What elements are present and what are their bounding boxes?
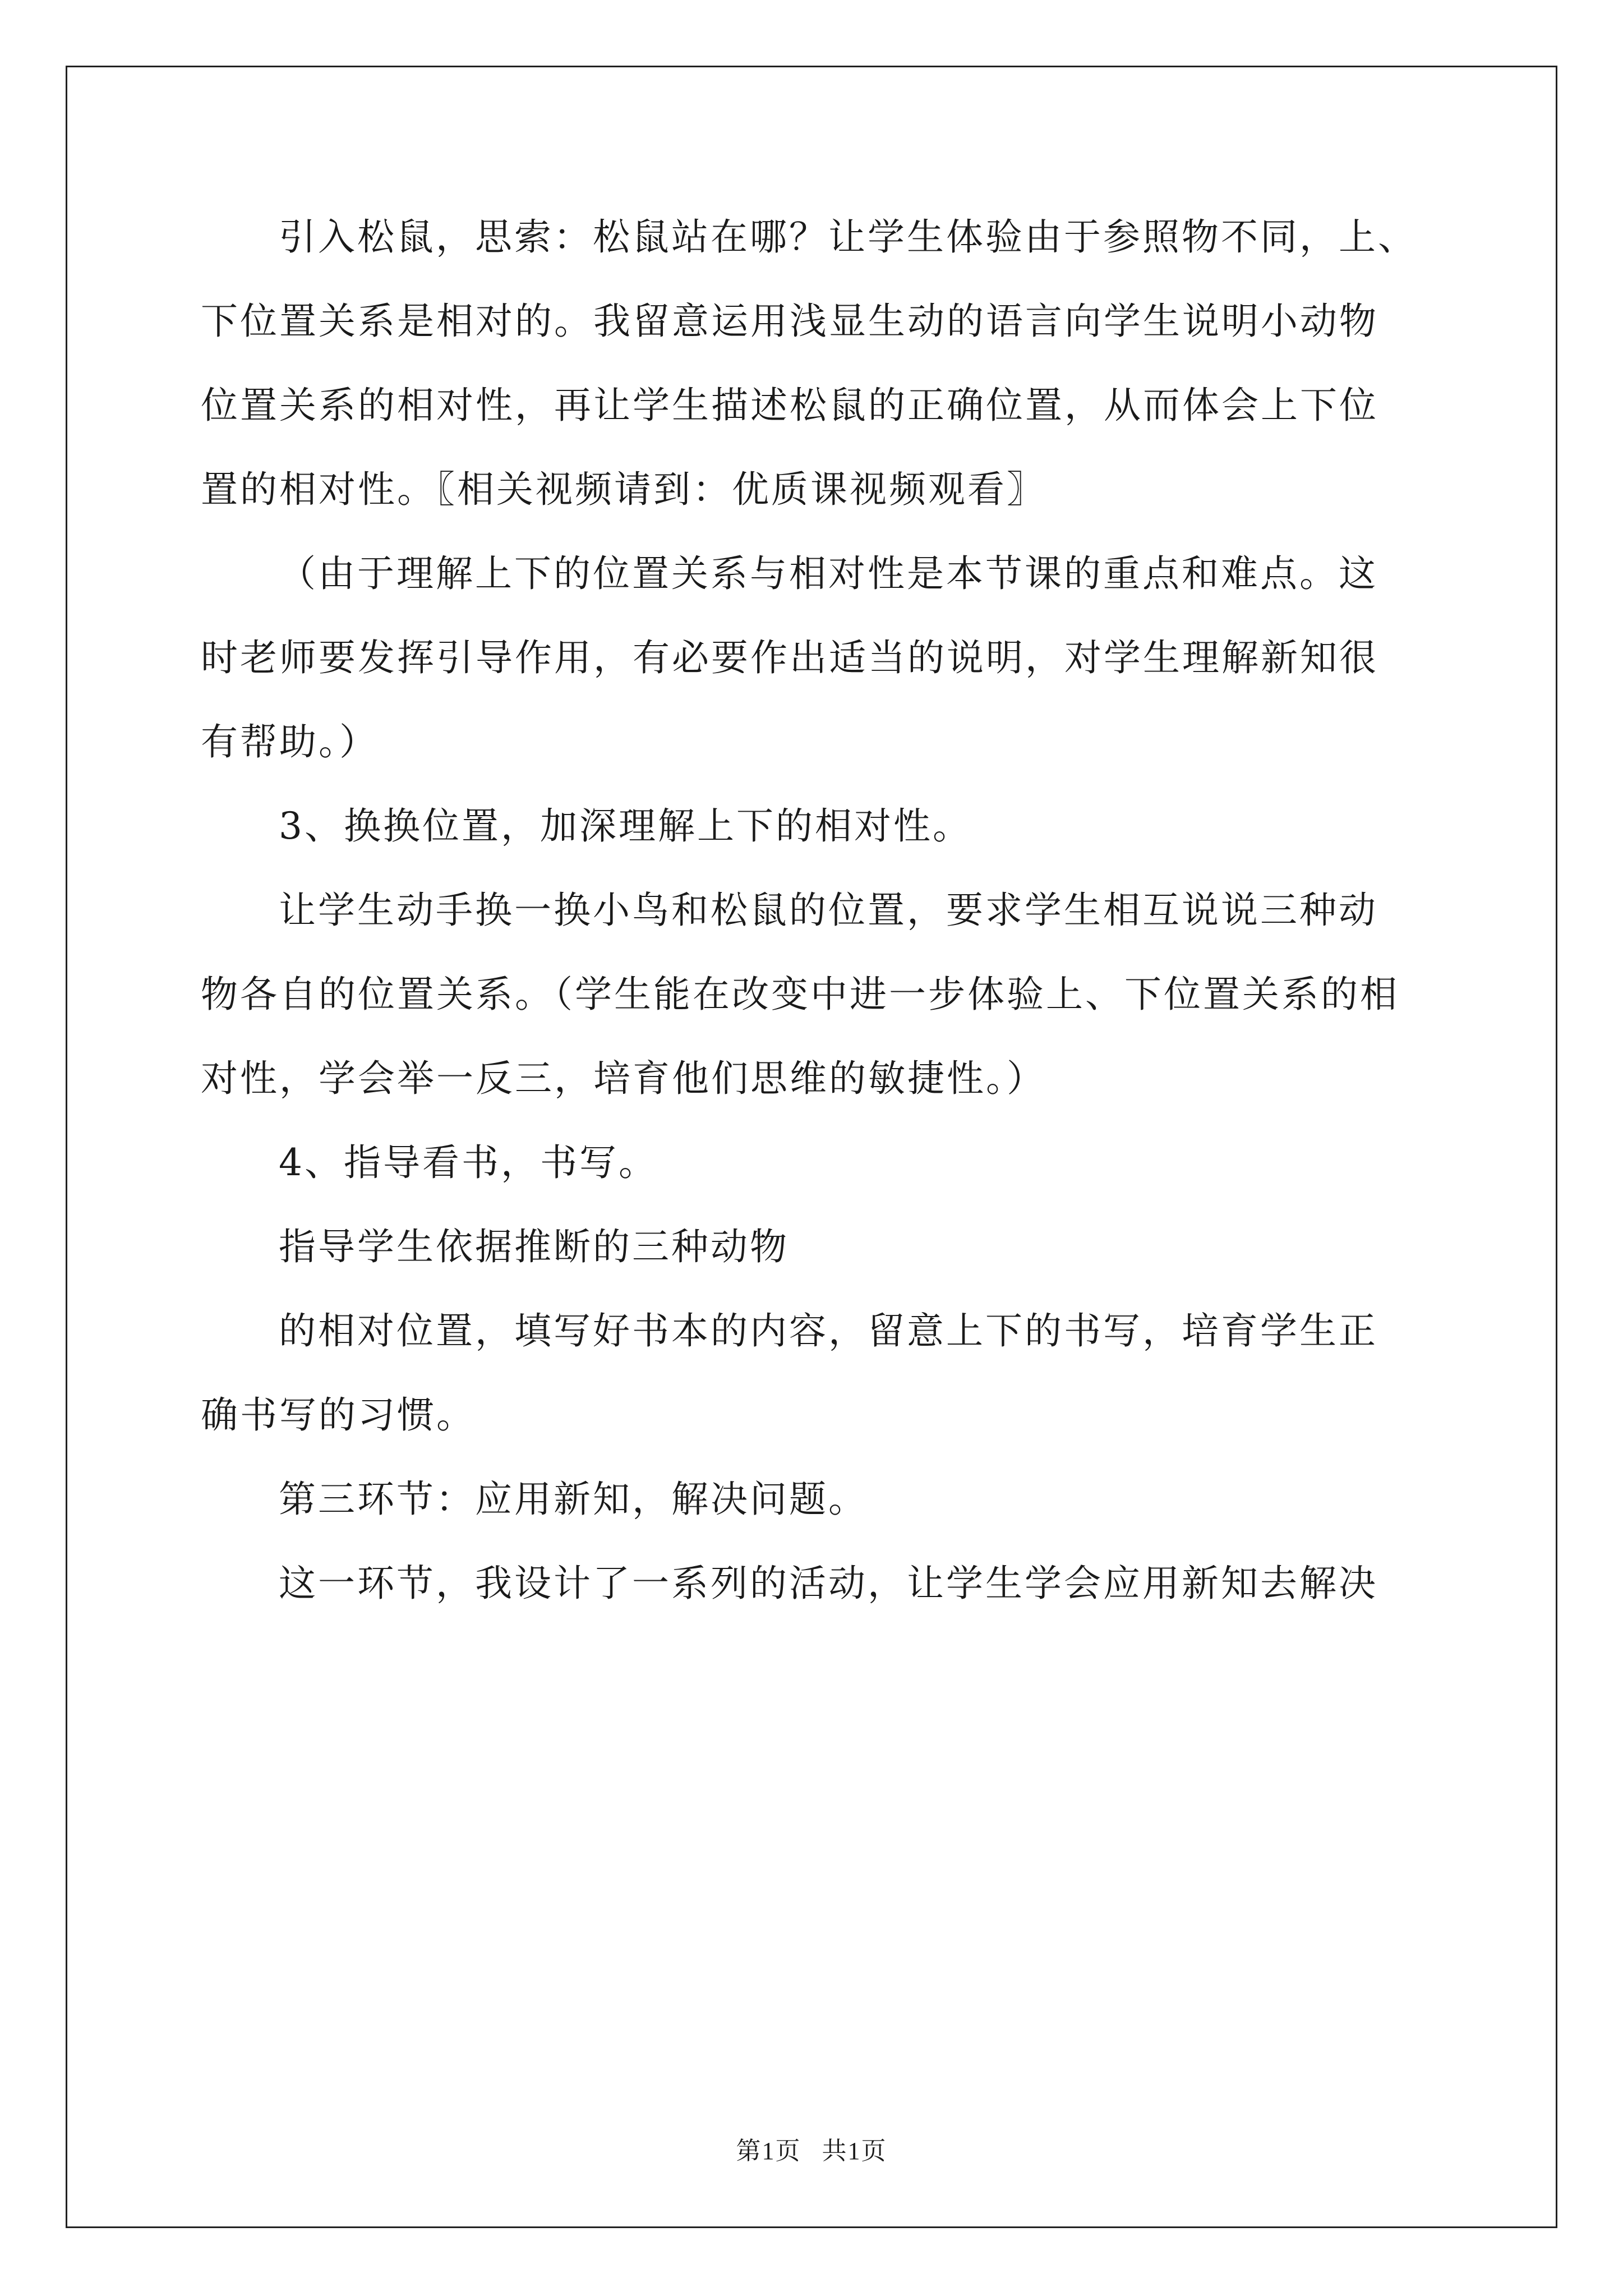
paragraph-line: 物各自的位置关系。（学生能在改变中进一步体验上、下位置关系的相 (201, 973, 1399, 1016)
paragraph-line: 的相对位置，填写好书本的内容，留意上下的书写，培育学生正 (279, 1309, 1378, 1352)
paragraph-line: 时老师要发挥引导作用，有必要作出适当的说明，对学生理解新知很 (201, 636, 1378, 679)
paragraph-line: （由于理解上下的位置关系与相对性是本节课的重点和难点。这 (279, 552, 1378, 595)
section-heading: 4、指导看书，书写。 (279, 1141, 658, 1184)
section-heading: 第三环节：应用新知，解决问题。 (279, 1478, 868, 1521)
page-number: 第1页 (736, 2137, 801, 2165)
paragraph-line: 下位置关系是相对的。我留意运用浅显生动的语言向学生说明小动物 (201, 300, 1378, 343)
paragraph-line: 对性，学会举一反三，培育他们思维的敏捷性。） (201, 1057, 1046, 1100)
section-heading: 3、换换位置，加深理解上下的相对性。 (279, 804, 972, 848)
paragraph-line: 这一环节，我设计了一系列的活动，让学生学会应用新知去解决 (279, 1562, 1378, 1605)
page-total: 共1页 (822, 2137, 887, 2165)
paragraph-line: 指导学生依据推断的三种动物 (279, 1225, 789, 1268)
page-footer (0, 2134, 1623, 2168)
paragraph-line: 有帮助。） (201, 720, 379, 763)
paragraph-line: 位置关系的相对性，再让学生描述松鼠的正确位置，从而体会上下位 (201, 384, 1378, 427)
paragraph-line: 确书写的习惯。 (201, 1393, 476, 1437)
paragraph-line: 置的相对性。〖相关视频请到：优质课视频观看〗 (201, 468, 1046, 511)
paragraph-line: 引入松鼠，思索：松鼠站在哪？让学生体验由于参照物不同，上、 (279, 215, 1417, 259)
paragraph-line: 让学生动手换一换小鸟和松鼠的位置，要求学生相互说说三种动 (279, 889, 1378, 932)
